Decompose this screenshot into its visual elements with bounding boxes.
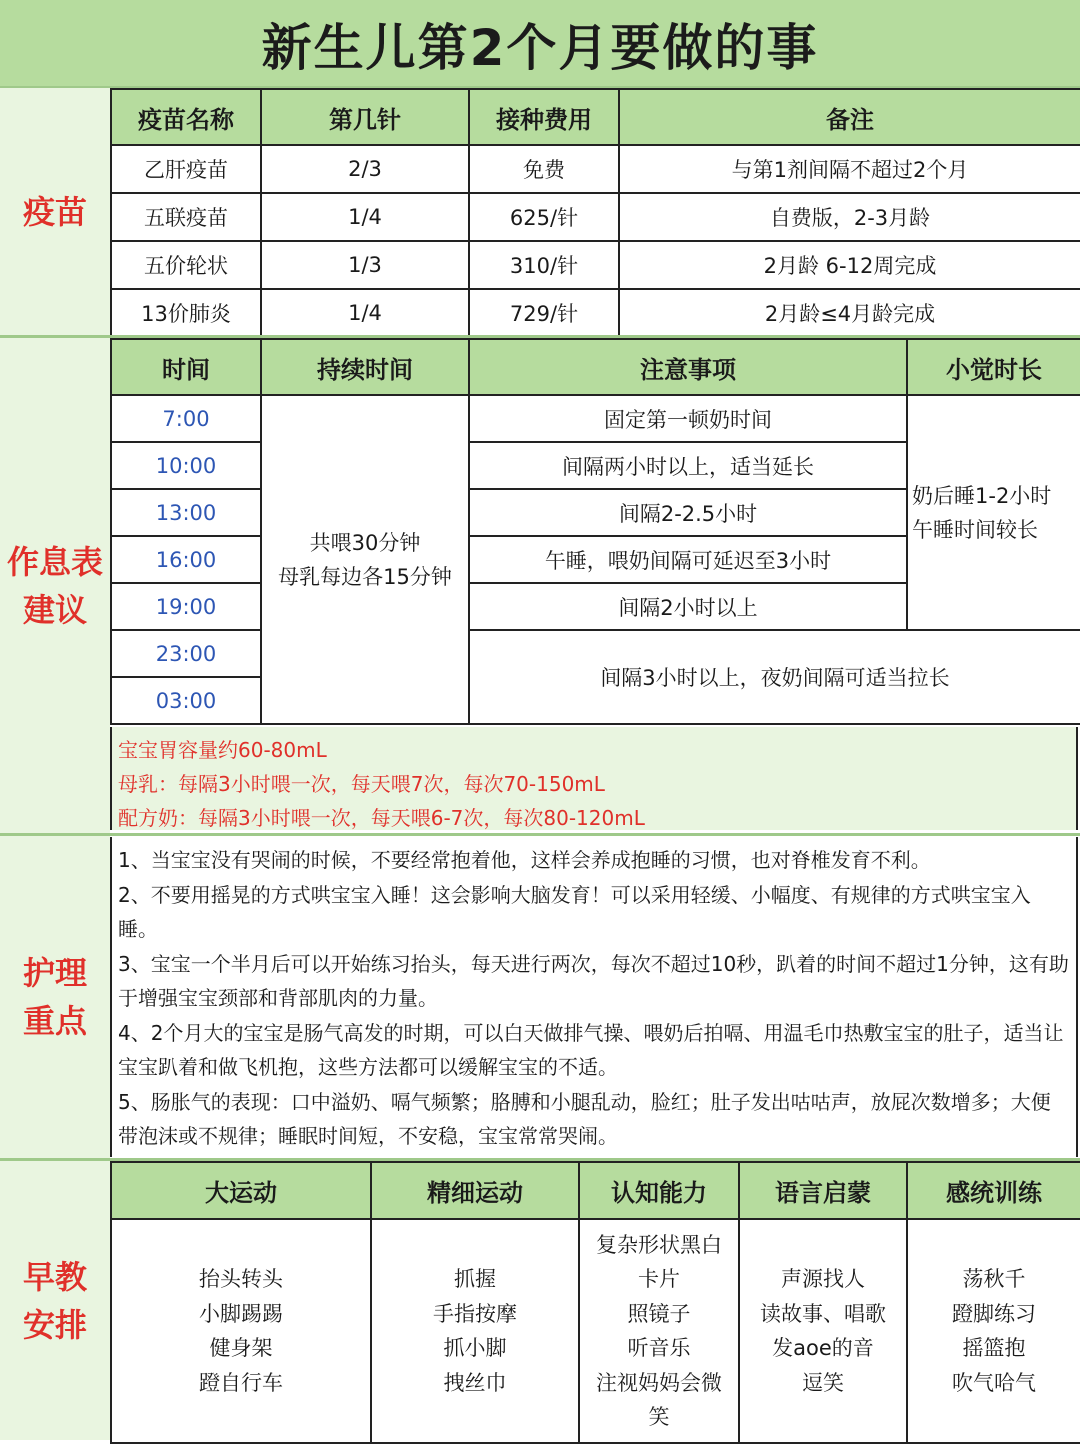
- table-row: [111, 630, 1080, 677]
- table-row: [111, 193, 1080, 241]
- list-item: 抓握: [454, 1267, 496, 1291]
- education-label-line2: 安排: [22, 1305, 87, 1344]
- schedule-header-notes: 注意事项: [469, 339, 907, 395]
- schedule-time: 16:00: [111, 536, 261, 583]
- list-item: 手指按摩: [433, 1301, 517, 1326]
- schedule-note: 间隔2小时以上: [469, 583, 907, 630]
- education-table: [110, 1161, 1080, 1444]
- schedule-table: [110, 338, 1080, 725]
- schedule-label-line2: 建议: [22, 590, 87, 629]
- list-item: 摇篮抱: [962, 1336, 1026, 1360]
- nap-line1: 奶后睡1-2小时: [912, 483, 1052, 508]
- education-header: 语言启蒙: [739, 1162, 907, 1219]
- list-item: 蹬脚练习: [952, 1301, 1036, 1326]
- vaccine-table: [110, 88, 1080, 337]
- feeding-tip: 母乳：每隔3小时喂一次，每天喂7次，每次70-150mL: [118, 772, 605, 796]
- schedule-note: 固定第一顿奶时间: [469, 395, 907, 442]
- list-item: 荡秋千: [962, 1267, 1026, 1291]
- care-item: 5、肠胀气的表现：口中溢奶、嗝气频繁；胳膊和小腿乱动，脸红；肚子发出咕咕声，放屁次数增多；大便带泡沫或不规律；睡眠时间短，不安稳，宝宝常常哭闹。: [118, 1089, 1051, 1148]
- schedule-time: 7:00: [111, 395, 261, 442]
- vaccine-header-fee: 接种费用: [469, 89, 619, 145]
- vaccine-dose: 1/4: [261, 289, 469, 336]
- night-note: 间隔3小时以上，夜奶间隔可适当拉长: [469, 630, 1080, 724]
- care-item: 1、当宝宝没有哭闹的时候，不要经常抱着他，这样会养成抱睡的习惯，也对脊椎发育不利。: [118, 848, 931, 872]
- vaccine-fee: 625/针: [469, 193, 619, 241]
- vaccine-note: 2月龄≤4月龄完成: [619, 289, 1080, 336]
- education-header: 感统训练: [907, 1162, 1080, 1219]
- care-section-label: [0, 836, 110, 1158]
- list-item: 抬头转头: [199, 1267, 283, 1291]
- schedule-note: 午睡，喂奶间隔可延迟至3小时: [469, 536, 907, 583]
- feeding-tip: 配方奶：每隔3小时喂一次，每天喂6-7次，每次80-120mL: [118, 806, 645, 830]
- care-item: 3、宝宝一个半月后可以开始练习抬头，每天进行两次，每次不超过10秒，趴着的时间不超过1分钟，这有助于增强宝宝颈部和背部肌肉的力量。: [118, 951, 1069, 1010]
- schedule-header-nap: 小觉时长: [907, 339, 1080, 395]
- list-item: 发aoe的音: [772, 1336, 874, 1360]
- vaccine-dose: 1/4: [261, 193, 469, 241]
- vaccine-name: 五联疫苗: [111, 193, 261, 241]
- table-row: [111, 145, 1080, 193]
- vaccine-fee: 729/针: [469, 289, 619, 336]
- feeding-tip: 宝宝胃容量约60-80mL: [118, 738, 327, 762]
- education-sensory: [907, 1219, 1080, 1443]
- list-item: 小脚踢踢: [199, 1301, 283, 1326]
- nap-cell: [907, 395, 1080, 630]
- list-item: 读故事、唱歌: [760, 1301, 886, 1326]
- schedule-time: 19:00: [111, 583, 261, 630]
- schedule-header-duration: 持续时间: [261, 339, 469, 395]
- vaccine-header-dose: 第几针: [261, 89, 469, 145]
- duration-line1: 共喂30分钟: [309, 530, 421, 555]
- list-item: 吹气哈气: [952, 1370, 1036, 1395]
- list-item: 逗笑: [802, 1370, 844, 1395]
- list-item: 拽丝巾: [443, 1370, 507, 1395]
- care-item: 2、不要用摇晃的方式哄宝宝入睡！这会影响大脑发育！可以采用轻缓、小幅度、有规律的方式哄宝宝入睡。: [118, 882, 1031, 941]
- education-section-label: [0, 1161, 110, 1440]
- list-item: 蹬自行车: [199, 1370, 283, 1395]
- schedule-time: 13:00: [111, 489, 261, 536]
- table-row: [111, 289, 1080, 336]
- vaccine-name: 乙肝疫苗: [111, 145, 261, 193]
- education-language: [739, 1219, 907, 1443]
- duration-line2: 母乳每边各15分钟: [278, 564, 452, 589]
- section-divider: [0, 833, 1080, 836]
- education-label-line1: 早教: [22, 1257, 87, 1296]
- schedule-time: 10:00: [111, 442, 261, 489]
- education-gross-motor: [111, 1219, 371, 1443]
- vaccine-name: 13价肺炎: [111, 289, 261, 336]
- table-row: [111, 241, 1080, 289]
- schedule-note: 间隔2-2.5小时: [469, 489, 907, 536]
- education-header: 大运动: [111, 1162, 371, 1219]
- education-header: 精细运动: [371, 1162, 579, 1219]
- vaccine-fee: 310/针: [469, 241, 619, 289]
- list-item: 健身架: [209, 1336, 273, 1360]
- vaccine-header-note: 备注: [619, 89, 1080, 145]
- care-item: 4、2个月大的宝宝是肠气高发的时期，可以白天做排气操、喂奶后拍嗝、用温毛巾热敷宝宝的肚子，适当让宝宝趴着和做飞机抱，这些方法都可以缓解宝宝的不适。: [118, 1020, 1064, 1079]
- schedule-header-time: 时间: [111, 339, 261, 395]
- vaccine-name: 五价轮状: [111, 241, 261, 289]
- vaccine-fee: 免费: [469, 145, 619, 193]
- table-row: [111, 395, 1080, 442]
- education-header: 认知能力: [579, 1162, 739, 1219]
- vaccine-note: 与第1剂间隔不超过2个月: [619, 145, 1080, 193]
- vaccine-note: 自费版，2-3月龄: [619, 193, 1080, 241]
- list-item: 复杂形状黑白卡片: [596, 1232, 722, 1291]
- list-item: 注视妈妈会微笑: [596, 1370, 722, 1429]
- list-item: 声源找人: [781, 1267, 865, 1291]
- list-item: 照镜子: [627, 1301, 691, 1326]
- care-label-line1: 护理: [22, 954, 87, 992]
- feeding-tips: [110, 727, 1078, 830]
- schedule-note: 间隔两小时以上，适当延长: [469, 442, 907, 489]
- care-points: [110, 837, 1078, 1157]
- vaccine-dose: 1/3: [261, 241, 469, 289]
- schedule-time: 23:00: [111, 630, 261, 677]
- schedule-section-label: [0, 338, 110, 833]
- care-label-line2: 重点: [22, 1002, 87, 1040]
- duration-cell: [261, 395, 469, 724]
- education-fine-motor: [371, 1219, 579, 1443]
- page-title: 新生儿第2个月要做的事: [0, 0, 1080, 88]
- vaccine-note: 2月龄 6-12周完成: [619, 241, 1080, 289]
- schedule-label-line1: 作息表: [6, 542, 103, 581]
- education-cognition: [579, 1219, 739, 1443]
- vaccine-section-label: 疫苗: [0, 88, 110, 335]
- list-item: 抓小脚: [443, 1336, 507, 1360]
- vaccine-dose: 2/3: [261, 145, 469, 193]
- vaccine-header-name: 疫苗名称: [111, 89, 261, 145]
- schedule-time: 03:00: [111, 677, 261, 724]
- list-item: 听音乐: [627, 1336, 691, 1360]
- nap-line2: 午睡时间较长: [912, 517, 1038, 542]
